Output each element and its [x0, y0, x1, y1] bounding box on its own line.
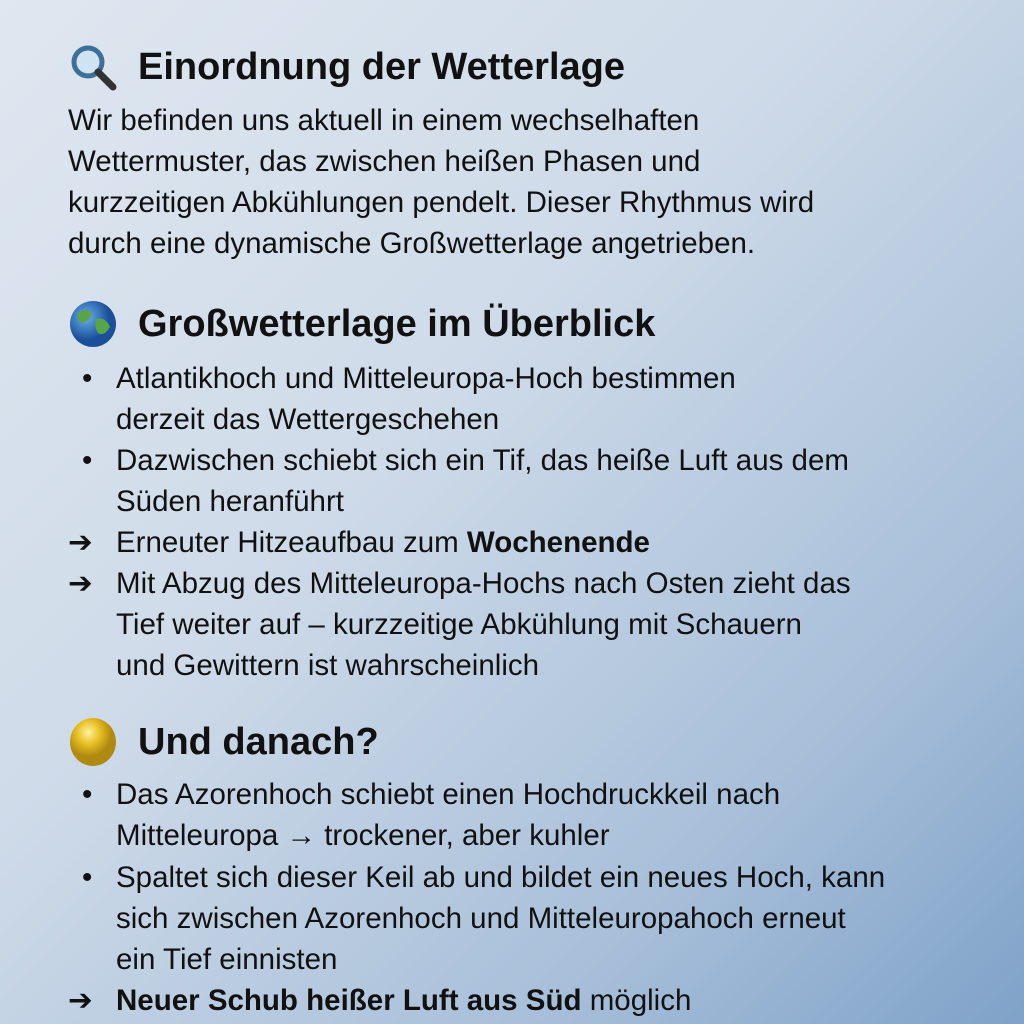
paragraph-line: durch eine dynamische Großwetterlage angetrieben. [68, 227, 756, 260]
section-title: Einordnung der Wetterlage [138, 46, 626, 88]
item-line: Süden heranführt [116, 485, 344, 518]
item-line: sich zwischen Azorenhoch und Mitteleuropahoch erneut [116, 902, 846, 935]
item-line: Das Azorenhoch schiebt einen Hochdruckkeil nach [116, 778, 781, 811]
bullet-icon: • [82, 362, 93, 395]
bullet-icon: • [82, 444, 93, 477]
item-line: Dazwischen schiebt sich ein Tif, das heiße Luft aus dem [116, 444, 849, 477]
arrow-icon: ➔ [68, 526, 93, 559]
item-line: Mitteleuropa → trockener, aber kuhler [116, 819, 610, 852]
section-title: Großwetterlage im Überblick [138, 303, 656, 345]
paragraph-line: Wir befinden uns aktuell in einem wechselhaften [68, 104, 700, 137]
globe-icon [68, 299, 118, 349]
arrow-icon: ➔ [68, 567, 93, 600]
list-item-arrow [68, 563, 851, 686]
magnifier-icon [68, 42, 118, 92]
bullet-icon: • [82, 778, 93, 811]
item-line: und Gewittern ist wahrscheinlich [116, 649, 540, 682]
item-bold-text: Neuer Schub heißer Luft aus Süd [116, 984, 582, 1017]
item-line: Mit Abzug des Mitteleuropa-Hochs nach Osten zieht das [116, 567, 851, 600]
item-line: Spaltet sich dieser Keil ab und bildet ein neues Hoch, kann [116, 861, 886, 894]
item-text: möglich [581, 984, 692, 1017]
list-item [68, 440, 849, 522]
yellow-ball-icon [68, 717, 118, 767]
item-line: derzeit das Wettergeschehen [116, 403, 500, 436]
paragraph-line: Wettermuster, das zwischen heißen Phasen und [68, 145, 701, 178]
list-item [68, 358, 736, 440]
list-item-arrow [68, 522, 650, 563]
heading-grosswetterlage [68, 299, 655, 349]
bullet-icon: • [82, 861, 93, 894]
heading-und-danach [68, 717, 379, 767]
item-bold-text: Wochenende [466, 526, 650, 559]
intro-paragraph [68, 100, 814, 264]
item-line: Tief weiter auf – kurzzeitige Abkühlung mit Schauern [116, 608, 802, 641]
arrow-icon: ➔ [68, 984, 93, 1017]
item-text: Erneuter Hitzeaufbau zum [116, 526, 467, 559]
item-line: Atlantikhoch und Mitteleuropa-Hoch bestimmen [116, 362, 736, 395]
list-item [68, 857, 885, 980]
section-title: Und danach? [138, 721, 379, 763]
heading-einordnung [68, 42, 625, 92]
item-line: ein Tief einnisten [116, 943, 338, 976]
list-item-arrow [68, 980, 691, 1021]
paragraph-line: kurzzeitigen Abkühlungen pendelt. Dieser Rhythmus wird [68, 186, 815, 219]
list-item [68, 774, 780, 856]
